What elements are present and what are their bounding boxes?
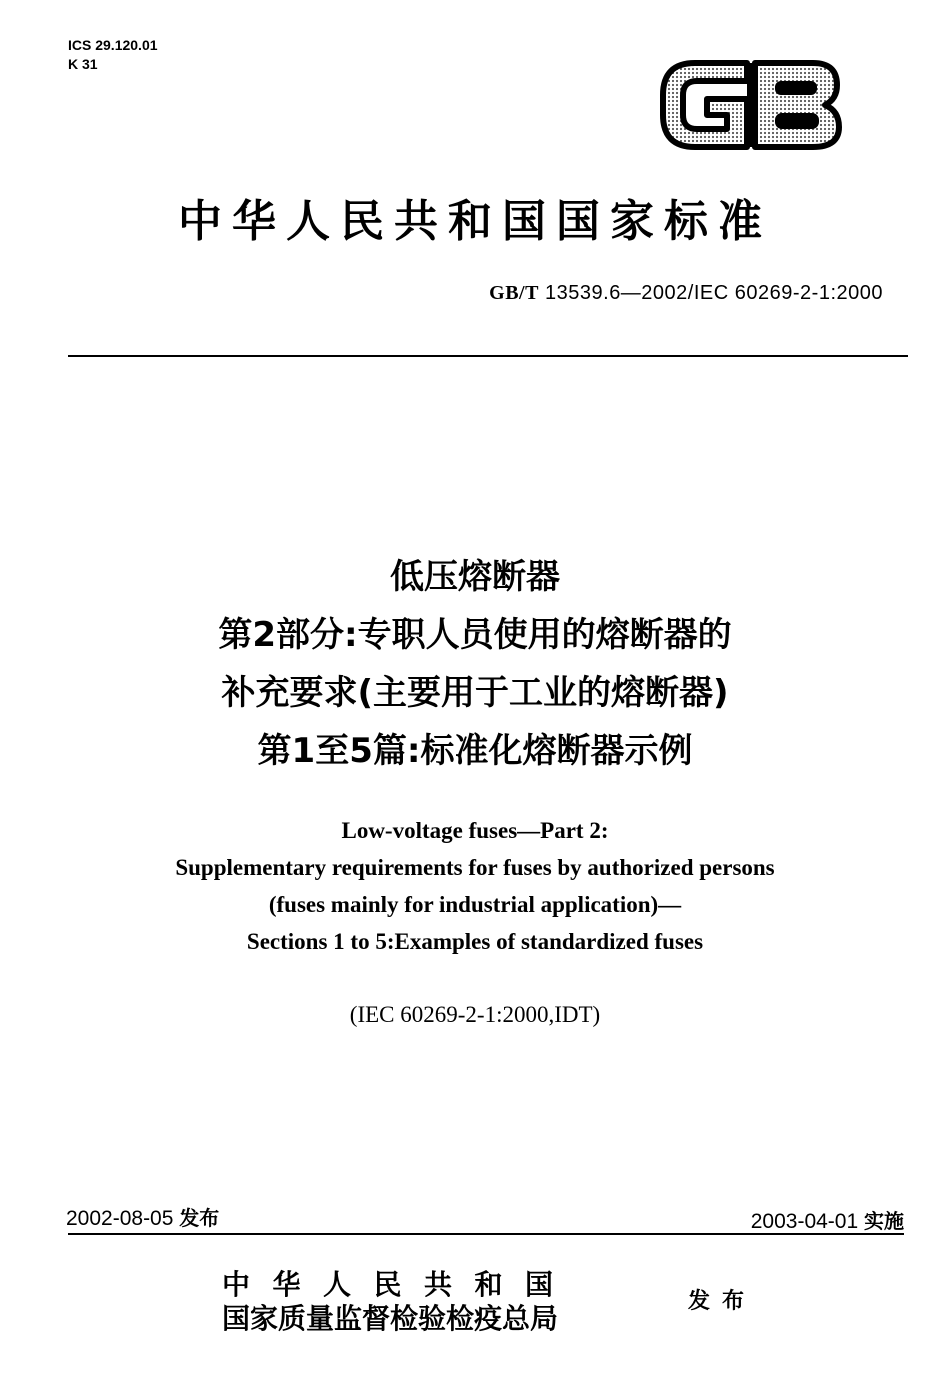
publish-label: 发布	[179, 1206, 220, 1230]
chinese-title	[0, 548, 950, 780]
equivalence-statement: (IEC 60269-2-1:2000,IDT)	[349, 1002, 601, 1027]
chinese-title-line-4: 第1至5篇:标准化熔断器示例	[257, 731, 693, 771]
standard-number-prefix: GB/T	[489, 282, 539, 304]
chinese-title-line-2: 第2部分:专职人员使用的熔断器的	[218, 615, 732, 655]
gb-logo	[655, 55, 845, 155]
implement-label: 实施	[864, 1209, 904, 1233]
top-divider	[68, 355, 908, 357]
english-title-line-1: Low-voltage fuses—Part 2:	[341, 818, 609, 843]
implement-date	[751, 1205, 904, 1234]
bottom-divider	[68, 1233, 904, 1235]
publish-date	[66, 1202, 219, 1231]
english-title	[0, 812, 950, 960]
issuing-authority	[222, 1268, 576, 1336]
issue-label: 发布	[688, 1288, 757, 1314]
english-title-line-4: Sections 1 to 5:Examples of standardized fuses	[246, 929, 704, 954]
chinese-title-line-3: 补充要求(主要用于工业的熔断器)	[221, 673, 729, 713]
issuer-line-2: 国家质量监督检验检疫总局	[222, 1302, 559, 1335]
standard-type-title: 中华人民共和国国家标准	[178, 196, 772, 247]
classification-codes	[68, 36, 158, 74]
english-title-line-3: (fuses mainly for industrial application)—	[268, 892, 682, 917]
publish-date-value: 2002-08-05	[66, 1207, 174, 1230]
english-title-line-2: Supplementary requirements for fuses by authorized persons	[175, 855, 775, 880]
issuer-line-1: 中华人民共和国	[222, 1268, 576, 1301]
chinese-title-line-1: 低压熔断器	[390, 557, 560, 597]
standard-number-value: 13539.6—2002/IEC 60269-2-1:2000	[545, 282, 883, 304]
ics-code: ICS 29.120.01	[68, 37, 158, 53]
implement-date-value: 2003-04-01	[750, 1210, 859, 1233]
standard-number	[489, 282, 883, 305]
ccs-code: K 31	[68, 56, 98, 72]
